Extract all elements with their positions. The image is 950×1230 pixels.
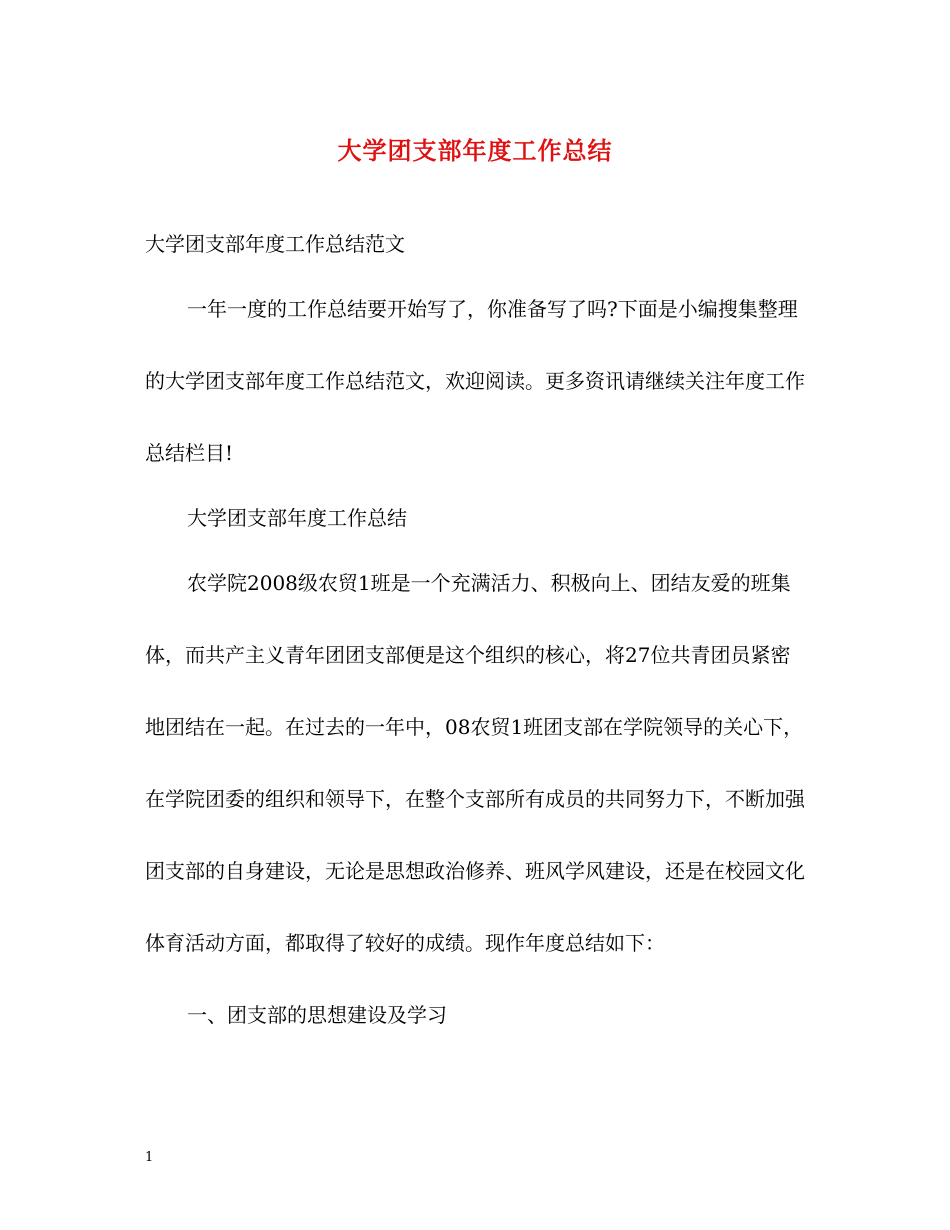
- intro-paragraph: 一年一度的工作总结要开始写了，你准备写了吗?下面是小编搜集整理的大学团支部年度工作总结范文，欢迎阅读。更多资讯请继续关注年度工作总结栏目!: [145, 297, 805, 465]
- document-body: [145, 215, 809, 1051]
- sub-heading: 一、团支部的思想建设及学习: [187, 1003, 447, 1027]
- body-paragraph: 农学院2008级农贸1班是一个充满活力、积极向上、团结友爱的班集体，而共产主义青年团团支部便是这个组织的核心，将27位共青团员紧密地团结在一起。在过去的一年中，08农贸1班团支部在学院领导的关心下，在学院团委的组织和领导下，在整个支部所有成员的共同努力下，不断加强团支部的自身建设，无论是思想政治修养、班风学风建设，还是在校园文化体育活动方面，都取得了较好的成绩。现作年度总结如下：: [145, 571, 805, 955]
- document-subtitle: 大学团支部年度工作总结范文: [145, 232, 405, 256]
- document-title: 大学团支部年度工作总结: [337, 136, 613, 165]
- page-number: 1: [145, 1150, 154, 1165]
- section-heading: 大学团支部年度工作总结: [187, 506, 407, 530]
